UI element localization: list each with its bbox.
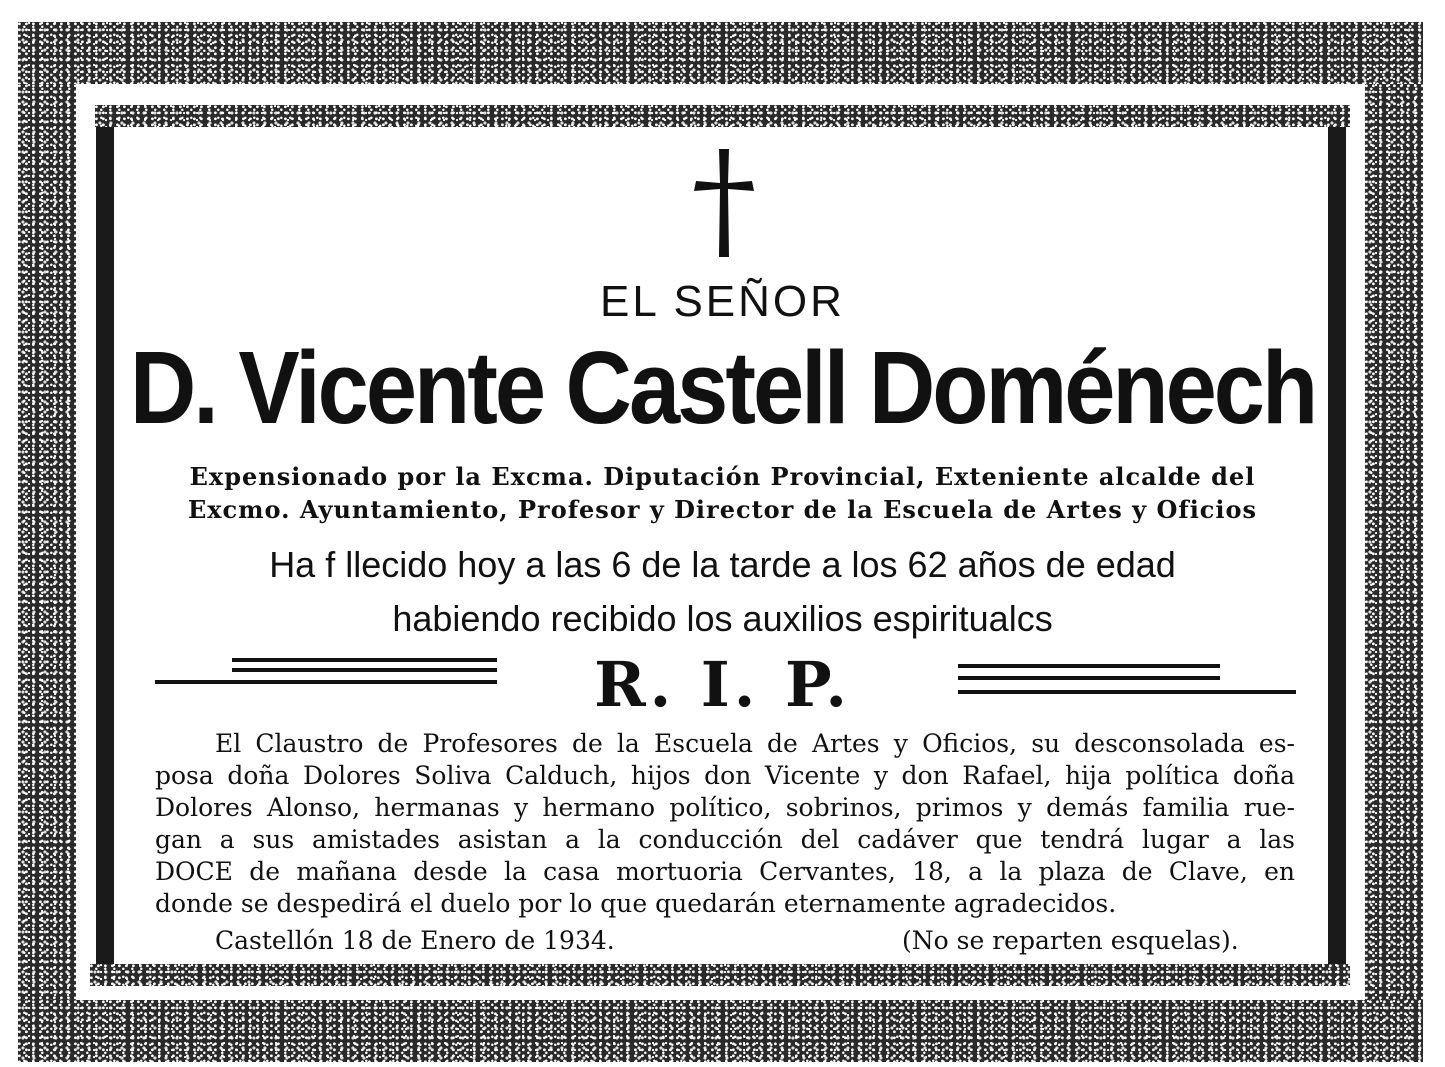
inner-border-bottom [90, 964, 1350, 986]
outer-border-right [1365, 84, 1423, 1000]
body-line: gan a sus amistades asistan a la conducción del cadáver que tendrá lugar a las [155, 825, 1295, 854]
outer-border-left [18, 84, 76, 1000]
body-line: donde se despedirá el duelo por lo que quedarán eternamente agradecidos. [155, 889, 1117, 918]
body-paragraph [155, 728, 1295, 920]
inner-border-top [95, 105, 1350, 127]
titles-line-2: Excmo. Ayuntamiento, Profesor y Director de la Escuela de Artes y Oficios [187, 495, 1258, 524]
latin-cross-icon [688, 145, 760, 265]
place-date: Castellón 18 de Enero de 1934. [215, 926, 615, 955]
outer-border-bottom [18, 1000, 1423, 1062]
body-line: El Claustro de Profesores de la Escuela de Artes y Oficios, su desconsolada es- [215, 729, 1295, 758]
footnote: (No se reparten esquelas). [902, 926, 1239, 955]
body-line: posa doña Dolores Soliva Calduch, hijos don Vicente y don Rafael, hija política doña [155, 761, 1295, 790]
body-line: DOCE de mañana desde la casa mortuoria Cervantes, 18, a la plaza de Clave, en [155, 857, 1295, 886]
titles-line-1: Expensionado por la Excma. Diputación Provincial, Exteniente alcalde del [189, 462, 1256, 491]
rip-label: R. I. P. [594, 648, 851, 721]
body-line: Dolores Alonso, hermanas y hermano político, sobrinos, primos y demás familia rue- [155, 793, 1295, 822]
death-line-2: habiendo recibido los auxilios espiritualcs [392, 598, 1053, 639]
death-line-1: Ha f llecido hoy a las 6 de la tarde a los 62 años de edad [269, 544, 1176, 585]
outer-border-top [18, 22, 1423, 84]
deceased-name: D. Vicente Castell Doménech [129, 331, 1316, 446]
heading: EL SEÑOR [600, 277, 845, 326]
